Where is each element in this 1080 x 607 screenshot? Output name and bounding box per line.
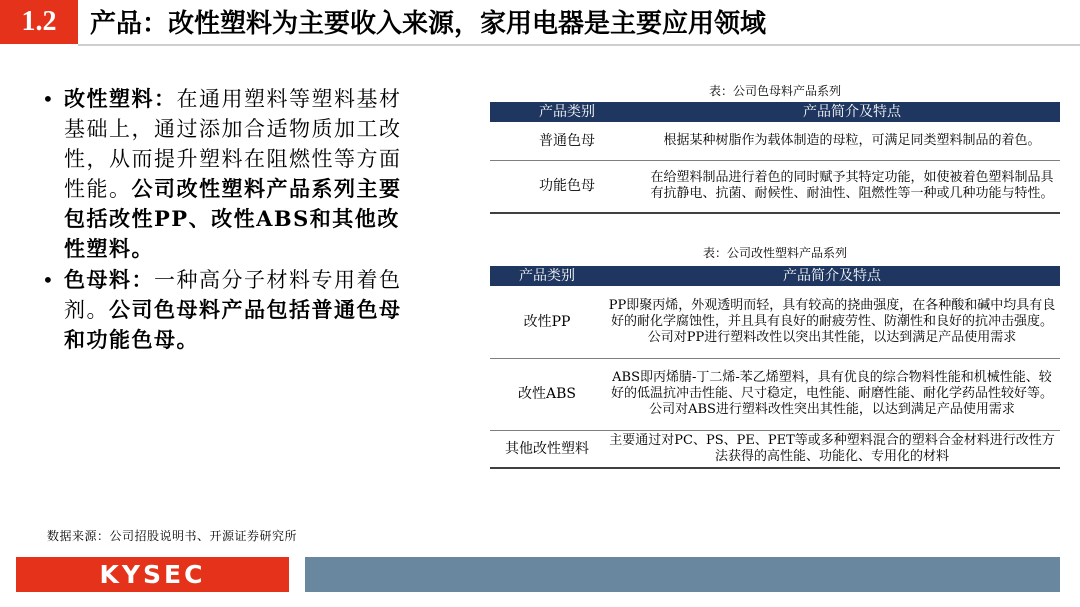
kysec-logo xyxy=(16,557,289,592)
footer-bar xyxy=(305,557,1060,592)
table-row xyxy=(490,358,1060,430)
data-source-note: 数据来源：公司招股说明书、开源证券研究所 xyxy=(47,529,298,543)
table-header-row xyxy=(490,102,1060,122)
table-header-cell: 产品简介及特点 xyxy=(604,266,1060,286)
table2-caption: 表：公司改性塑料产品系列 xyxy=(702,246,847,260)
title-divider xyxy=(78,44,1080,46)
table-cell-category: 改性ABS xyxy=(490,358,604,430)
table-cell-category: 其他改性塑料 xyxy=(490,430,604,468)
table-header-cell: 产品简介及特点 xyxy=(644,102,1060,122)
bullet-dot-icon: • xyxy=(42,87,56,111)
bullet-item-modified-plastics xyxy=(40,84,405,264)
bullet-bold-text: 公司色母料产品包括普通色母和功能色母。 xyxy=(64,297,402,352)
modified-plastics-table xyxy=(490,266,1060,469)
bullet-bold-text: 公司改性塑料产品系列主要包括改性PP、改性ABS和其他改性塑料。 xyxy=(64,176,402,261)
bullet-term: 色母料： xyxy=(64,267,154,292)
table-row xyxy=(490,286,1060,358)
table-cell-description: ABS即丙烯腈-丁二烯-苯乙烯塑料，具有优良的综合物料性能和机械性能、较好的低温抗冲击性能、尺寸稳定，电性能、耐磨性能、耐化学药品性较好等。公司对ABS进行塑料改性突出其性能，以达到满足产品使用需求 xyxy=(604,358,1060,430)
bullet-term: 改性塑料： xyxy=(64,86,177,111)
table-cell-description: 在给塑料制品进行着色的同时赋予其特定功能，如使被着色塑料制品具有抗静电、抗菌、耐候性、耐油性、阻燃性等一种或几种功能与特性。 xyxy=(644,160,1060,213)
page-title: 产品：改性塑料为主要收入来源，家用电器是主要应用领域 xyxy=(90,9,767,39)
table-cell-category: 功能色母 xyxy=(490,160,644,213)
bullet-item-masterbatch xyxy=(40,265,405,355)
table-header-row xyxy=(490,266,1060,286)
table-cell-category: 改性PP xyxy=(490,286,604,358)
table-cell-category: 普通色母 xyxy=(490,122,644,160)
masterbatch-table xyxy=(490,102,1060,214)
table-row xyxy=(490,430,1060,468)
table-cell-description: PP即聚丙烯，外观透明而轻，具有较高的挠曲强度，在各种酸和碱中均具有良好的耐化学腐蚀性，并且具有良好的耐疲劳性、防潮性和良好的抗冲击强度。公司对PP进行塑料改性以突出其性能，以达到满足产品使用需求 xyxy=(604,286,1060,358)
table-cell-description: 根据某种树脂作为载体制造的母粒，可满足同类塑料制品的着色。 xyxy=(644,122,1060,160)
bullet-text: 在通用塑料等塑料基材基础上，通过添加合适物质加工改性，从而提升塑料在阻燃性等方面性能。 xyxy=(64,87,402,201)
table-row xyxy=(490,160,1060,213)
bullet-text: 一种高分子材料专用着色剂。 xyxy=(64,268,402,322)
table-row xyxy=(490,122,1060,160)
bullet-list xyxy=(40,84,405,356)
table-header-cell: 产品类别 xyxy=(490,102,644,122)
section-number-badge: 1.2 xyxy=(0,0,78,44)
bullet-dot-icon: • xyxy=(42,268,56,292)
logo-text: KYSEC xyxy=(99,560,206,589)
table-cell-description: 主要通过对PC、PS、PE、PET等或多种塑料混合的塑料合金材料进行改性方法获得的高性能、功能化、专用化的材料 xyxy=(604,430,1060,468)
table1-caption: 表：公司色母料产品系列 xyxy=(708,84,841,98)
table-header-cell: 产品类别 xyxy=(490,266,604,286)
